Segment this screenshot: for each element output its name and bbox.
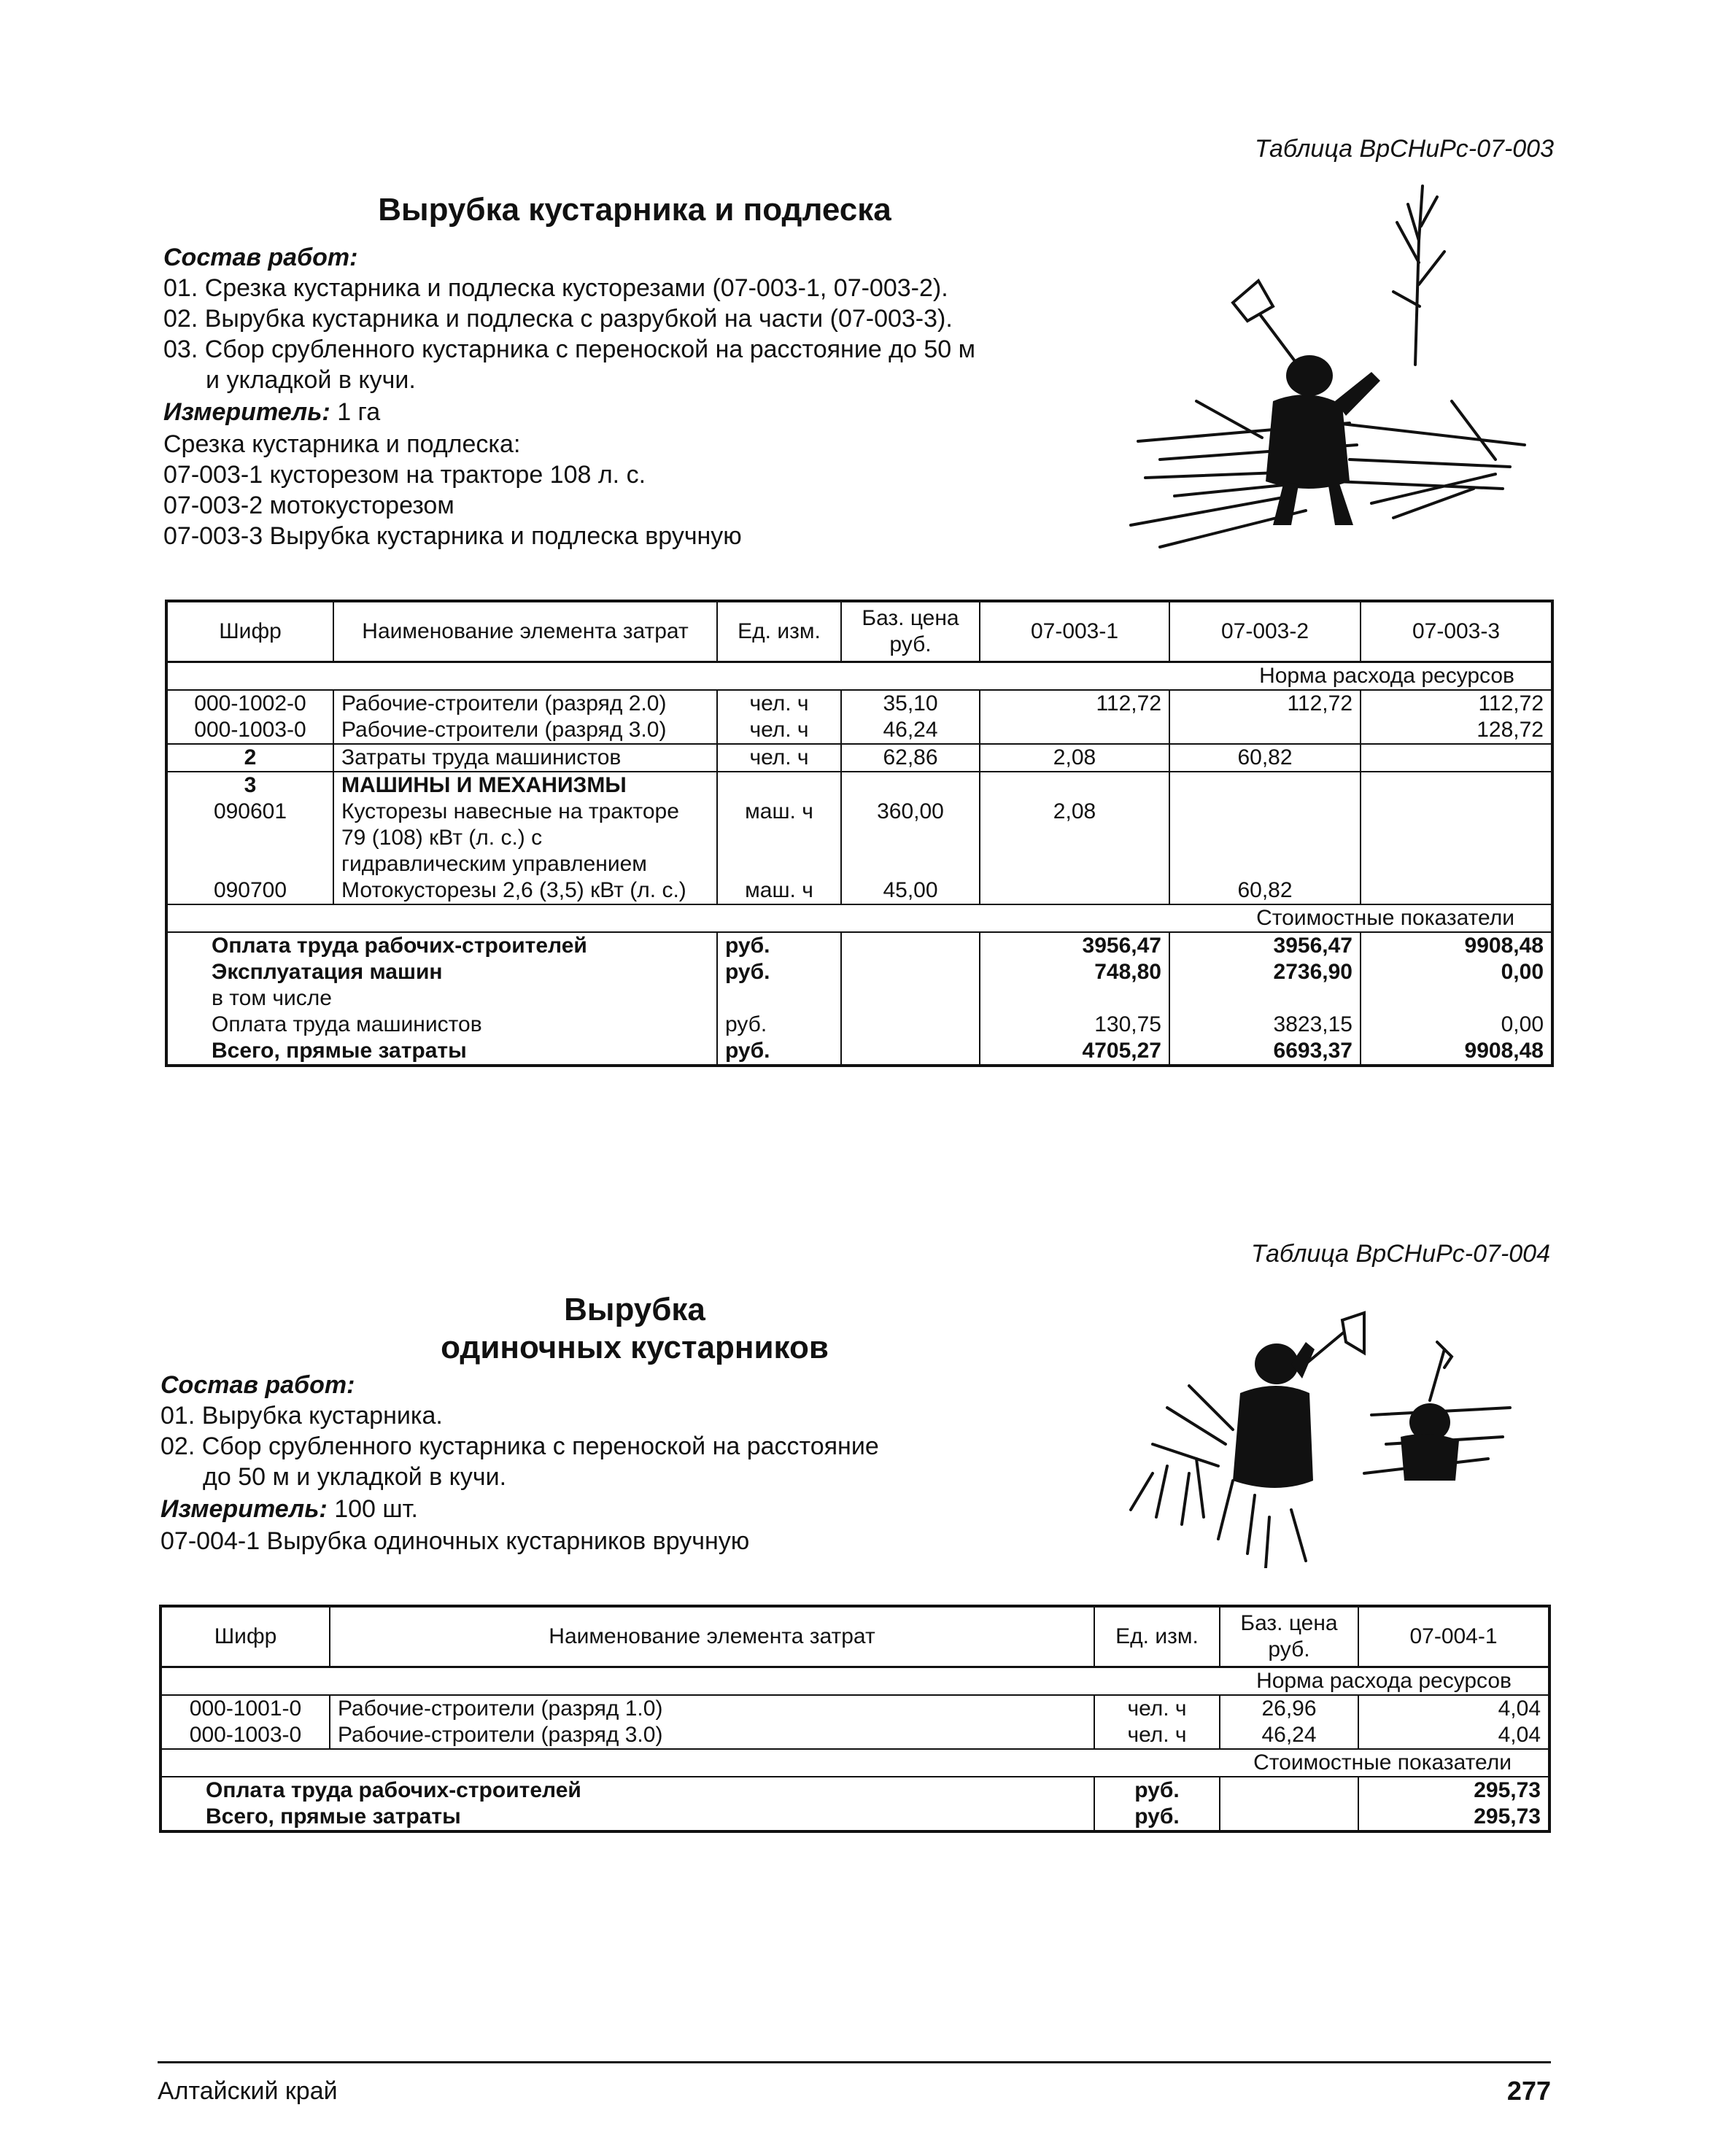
meter-value: 1 га [337,398,381,426]
cell-name: Затраты труда машинистов [333,744,717,772]
header-col-07-003-3: 07-003-3 [1361,601,1552,662]
cell-price: 26,96 [1220,1695,1358,1722]
cell-code: 000-1002-0 [166,690,333,717]
cell-value: 2736,90 [1169,959,1361,985]
cell-value: 3956,47 [1169,932,1361,959]
cell-value: 130,75 [980,1012,1169,1038]
cell-unit: чел. ч [717,690,841,717]
cell-value: 112,72 [980,690,1169,717]
composition-label: Состав работ: [160,1371,355,1399]
cell-name: Рабочие-строители (разряд 3.0) [333,717,717,744]
table-label: Таблица ВрСНиРс-07-003 [1254,135,1554,163]
cell-value: 3956,47 [980,932,1169,959]
cell-price [1220,1777,1358,1804]
cell-unit: руб. [1094,1804,1220,1831]
cell-price [841,1038,980,1066]
cell-price [841,959,980,985]
cell-value [1361,985,1552,1012]
cell-price [841,985,980,1012]
table-row [166,1038,1552,1066]
cell-code: 000-1003-0 [166,717,333,744]
cell-unit: руб. [717,932,841,959]
cell-unit: чел. ч [1094,1722,1220,1749]
cell-unit [717,985,841,1012]
header-col-07-004-1: 07-004-1 [1358,1606,1549,1667]
cell-value: 128,72 [1361,717,1552,744]
cell-name: Кусторезы навесные на тракторе 79 (108) кВт (л. с.) с гидравлическим управлением [333,799,717,877]
cell-unit: чел. ч [717,744,841,772]
header-unit: Ед. изм. [1094,1606,1220,1667]
cell-unit: чел. ч [1094,1695,1220,1722]
composition-line: 01. Вырубка кустарника. [160,1402,443,1430]
cell-value [1361,772,1552,799]
cell-price [1220,1804,1358,1831]
cell-name: Оплата труда машинистов [166,1012,717,1038]
cell-price: 62,86 [841,744,980,772]
composition-line: 03. Сбор срубленного кустарника с переноской на расстояние до 50 м [163,336,976,363]
resource-table-07-003 [165,600,1554,1067]
cell-unit: руб. [717,1012,841,1038]
cell-value: 60,82 [1169,877,1361,904]
cell-unit [717,772,841,799]
table-row [166,772,1552,799]
cell-name: Всего, прямые затраты [160,1804,1094,1831]
cell-code: 000-1003-0 [160,1722,330,1749]
table-row [160,1695,1549,1722]
section-title [350,1291,919,1367]
band-cost: Стоимостные показатели [160,1749,1549,1777]
composition-line: до 50 м и укладкой в кучи. [203,1463,507,1491]
cell-value [1169,717,1361,744]
item-line: 07-003-3 Вырубка кустарника и подлеска вручную [163,522,742,550]
cell-name: в том числе [166,985,717,1012]
cell-value [980,877,1169,904]
table-row [166,932,1552,959]
cell-price [841,1012,980,1038]
table-row [160,1777,1549,1804]
cell-value: 2,08 [980,744,1169,772]
cell-value [1169,799,1361,877]
cell-value: 4,04 [1358,1722,1549,1749]
composition-line: 02. Вырубка кустарника и подлеска с разрубкой на части (07-003-3). [163,305,953,333]
cell-value: 4,04 [1358,1695,1549,1722]
cell-value [1361,744,1552,772]
cell-value [1361,799,1552,877]
cell-price: 360,00 [841,799,980,877]
meter-label: Измеритель: [160,1495,328,1523]
meter [160,1494,418,1524]
item-line: 07-003-1 кусторезом на тракторе 108 л. с. [163,461,646,489]
cell-value: 6693,37 [1169,1038,1361,1066]
header-code: Шифр [160,1606,330,1667]
section-title-line: Вырубка [564,1292,705,1327]
section-title-line: одиночных кустарников [441,1330,829,1365]
cell-code: 2 [166,744,333,772]
worker-cutting-brush-illustration [1116,182,1547,562]
table-row [166,959,1552,985]
meter [163,397,380,427]
cell-unit: маш. ч [717,877,841,904]
cell-value: 0,00 [1361,959,1552,985]
header-col-07-003-1: 07-003-1 [980,601,1169,662]
cell-value: 4705,27 [980,1038,1169,1066]
cell-price: 46,24 [841,717,980,744]
cell-value: 3823,15 [1169,1012,1361,1038]
cell-name: Рабочие-строители (разряд 2.0) [333,690,717,717]
cell-value: 112,72 [1361,690,1552,717]
table-row [166,799,1552,877]
subhead: Срезка кустарника и подлеска: [163,430,521,458]
band-norm: Норма расхода ресурсов [160,1667,1549,1696]
meter-label: Измеритель: [163,398,330,426]
cell-name: Рабочие-строители (разряд 1.0) [330,1695,1094,1722]
table-row [166,877,1552,904]
cell-value: 9908,48 [1361,932,1552,959]
cell-value [980,717,1169,744]
cell-code: 090700 [166,877,333,904]
header-name: Наименование элемента затрат [330,1606,1094,1667]
footer-region: Алтайский край [158,2077,338,2105]
cell-price: 35,10 [841,690,980,717]
table-row [166,744,1552,772]
item-line: 07-004-1 Вырубка одиночных кустарников вручную [160,1527,750,1555]
cell-name: Рабочие-строители (разряд 3.0) [330,1722,1094,1749]
resource-table-07-004 [159,1605,1551,1833]
cell-price: 45,00 [841,877,980,904]
header-price: Баз. цена руб. [841,601,980,662]
cell-value: 0,00 [1361,1012,1552,1038]
cell-code: 090601 [166,799,333,877]
header-name: Наименование элемента затрат [333,601,717,662]
cell-price: 46,24 [1220,1722,1358,1749]
cell-price [841,772,980,799]
cell-value: 60,82 [1169,744,1361,772]
composition-label: Состав работ: [163,244,358,271]
table-row [160,1722,1549,1749]
cell-value: 748,80 [980,959,1169,985]
cell-code: 000-1001-0 [160,1695,330,1722]
cell-value: 9908,48 [1361,1038,1552,1066]
cell-name: Эксплуатация машин [166,959,717,985]
composition-line: 01. Срезка кустарника и подлеска кусторезами (07-003-1, 07-003-2). [163,274,948,302]
cell-value [1169,772,1361,799]
composition-line: и укладкой в кучи. [206,366,416,394]
cell-value: 112,72 [1169,690,1361,717]
header-price: Баз. цена руб. [1220,1606,1358,1667]
table-label: Таблица ВрСНиРс-07-004 [1250,1240,1550,1268]
cell-unit: руб. [717,959,841,985]
cell-value: 2,08 [980,799,1169,877]
composition-line: 02. Сбор срубленного кустарника с переноской на расстояние [160,1432,879,1460]
cell-unit: маш. ч [717,799,841,877]
cell-unit: руб. [1094,1777,1220,1804]
cell-value [1169,985,1361,1012]
footer-divider [158,2061,1551,2063]
cell-price [841,932,980,959]
band-cost: Стоимостные показатели [166,904,1552,932]
cell-name: Оплата труда рабочих-строителей [160,1777,1094,1804]
cell-value: 295,73 [1358,1804,1549,1831]
page-number: 277 [1506,2076,1551,2106]
cell-value [980,985,1169,1012]
table-row [166,985,1552,1012]
table-row [166,717,1552,744]
section-title: Вырубка кустарника и подлеска [378,192,891,228]
worker-chopping-shrubs-illustration [1123,1298,1517,1568]
item-line: 07-003-2 мотокусторезом [163,492,454,519]
cell-value [980,772,1169,799]
header-unit: Ед. изм. [717,601,841,662]
header-code: Шифр [166,601,333,662]
cell-name: Всего, прямые затраты [166,1038,717,1066]
table-row [166,690,1552,717]
table-row [166,1012,1552,1038]
header-col-07-003-2: 07-003-2 [1169,601,1361,662]
cell-name: Мотокусторезы 2,6 (3,5) кВт (л. с.) [333,877,717,904]
cell-value: 295,73 [1358,1777,1549,1804]
cell-value [1361,877,1552,904]
cell-name: Оплата труда рабочих-строителей [166,932,717,959]
band-norm: Норма расхода ресурсов [166,662,1552,691]
cell-unit: чел. ч [717,717,841,744]
meter-value: 100 шт. [334,1495,418,1523]
cell-unit: руб. [717,1038,841,1066]
table-row [160,1804,1549,1831]
cell-name: МАШИНЫ И МЕХАНИЗМЫ [333,772,717,799]
cell-code: 3 [166,772,333,799]
